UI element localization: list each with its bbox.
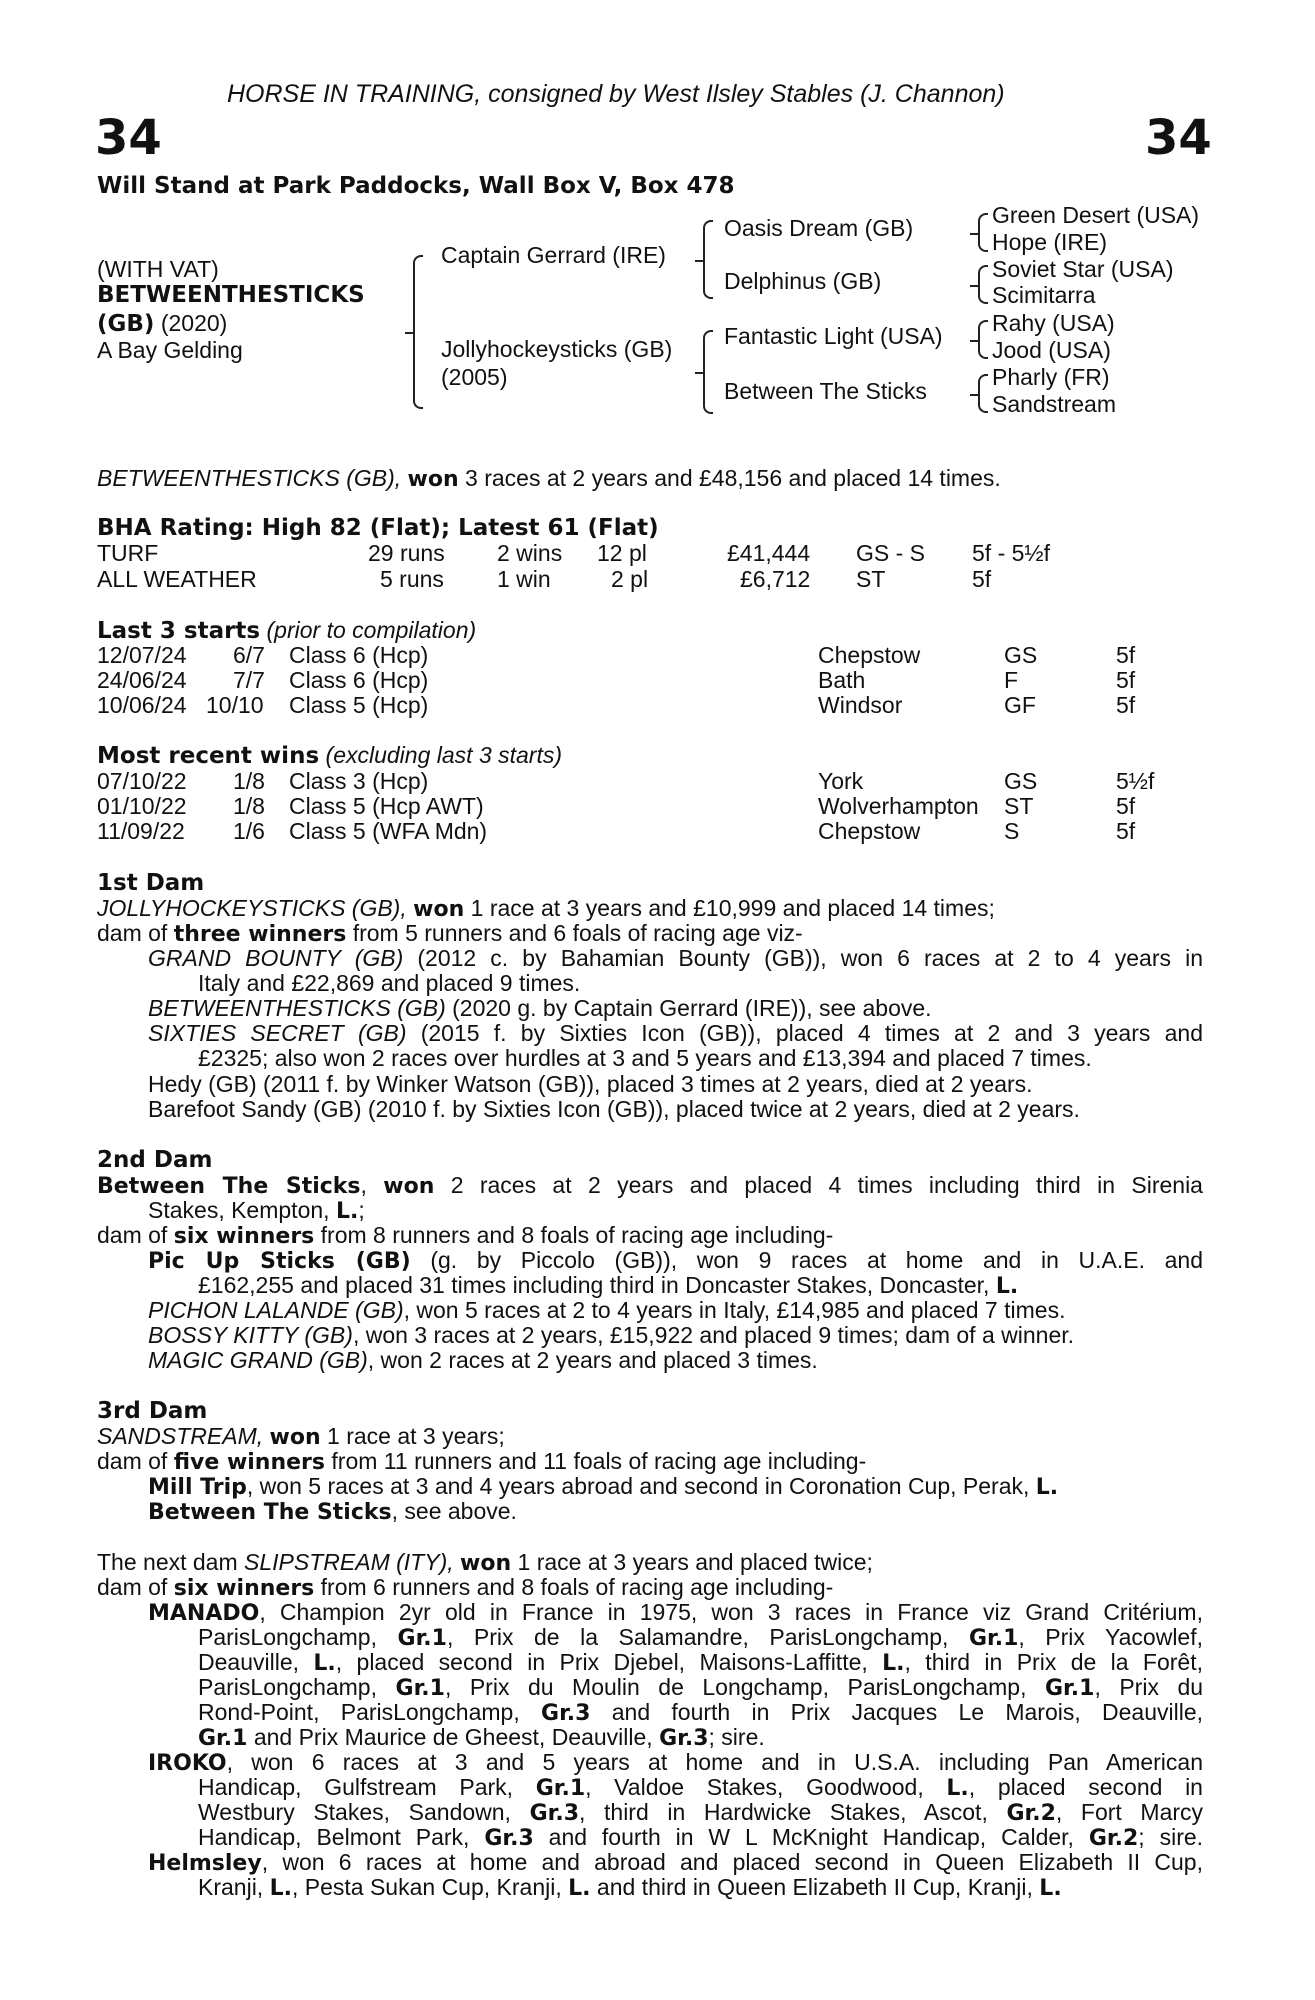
rating-runs: 29 runs xyxy=(368,540,445,566)
pedigree-brace-dam xyxy=(703,330,713,414)
progeny-record: , Prix du xyxy=(1094,1674,1204,1700)
dam1-progeny-1b: Italy and £22,869 and placed 9 times. xyxy=(198,970,581,996)
dam1-title: 1st Dam xyxy=(97,870,205,896)
vat-note: (WITH VAT) xyxy=(97,256,219,282)
progeny-name: PICHON LALANDE (GB) xyxy=(148,1297,404,1323)
manado-line1 xyxy=(148,1599,1203,1626)
recent-going: ST xyxy=(1004,793,1034,819)
race-summary xyxy=(97,465,1001,492)
group-mark: Gr.1 xyxy=(397,1626,447,1651)
rating-going: ST xyxy=(856,566,886,592)
rating-going: GS - S xyxy=(856,540,926,566)
dam2-progeny-3 xyxy=(148,1322,1074,1349)
group-mark: Gr.1 xyxy=(198,1726,248,1751)
progeny-record: Kranji, xyxy=(198,1874,264,1900)
sd-sire: Soviet Star (USA) xyxy=(992,256,1174,282)
sire-dam: Delphinus (GB) xyxy=(724,268,882,294)
listed-mark: L. xyxy=(995,1274,1019,1299)
progeny-name: BOSSY KITTY (GB) xyxy=(148,1322,353,1348)
dam-dam: Between The Sticks xyxy=(724,378,927,404)
progeny-record: , won 5 races at 2 to 4 years in Italy, £14,985 and placed 7 times. xyxy=(403,1297,1066,1323)
progeny-record: , third in Prix de la Forêt, xyxy=(904,1649,1203,1675)
listed-mark: L. xyxy=(568,1876,591,1901)
horse-description: A Bay Gelding xyxy=(97,337,243,363)
dam2-progeny-1 xyxy=(148,1247,1203,1274)
lot-number-left: 34 xyxy=(95,110,162,166)
iroko-line2 xyxy=(198,1774,1203,1801)
nextdam-label: The next dam xyxy=(97,1549,238,1575)
group-mark: Gr.3 xyxy=(659,1726,709,1751)
progeny-name: Pic Up Sticks (GB) xyxy=(148,1249,411,1274)
progeny-name: MANADO xyxy=(148,1601,260,1626)
rating-surface: TURF xyxy=(97,540,159,566)
dam2-semicolon: ; xyxy=(358,1197,365,1223)
group-mark: Gr.3 xyxy=(529,1801,580,1826)
dam2-title: 2nd Dam xyxy=(97,1147,213,1173)
listed-mark: L. xyxy=(335,1199,359,1224)
dam3-line1 xyxy=(97,1423,505,1450)
pedigree-brace-main xyxy=(413,255,423,409)
pedigree-brace-ss xyxy=(978,213,988,252)
rating-wins: 1 win xyxy=(497,566,551,592)
progeny-record: and Prix Maurice de Gheest, Deauville, xyxy=(253,1724,653,1750)
recent-pos: 1/8 xyxy=(233,793,265,819)
rating-wins: 2 wins xyxy=(497,540,563,566)
dam2-damof: dam of xyxy=(97,1222,168,1248)
progeny-record: , Pesta Sukan Cup, Kranji, xyxy=(291,1874,562,1900)
dd-sire: Pharly (FR) xyxy=(992,364,1110,390)
progeny-record: , Valdoe Stakes, Goodwood, xyxy=(585,1774,924,1800)
recent-heading xyxy=(97,742,562,769)
rating-surface: ALL WEATHER xyxy=(97,566,257,592)
horse-country-year xyxy=(97,310,227,337)
progeny-record: (2015 f. by Sixties Icon (GB)), placed 4 times at 2 and 3 years and xyxy=(420,1020,1203,1046)
ds-sire: Rahy (USA) xyxy=(992,310,1115,336)
recent-class: Class 5 (WFA Mdn) xyxy=(289,818,488,844)
rating-prize: £6,712 xyxy=(740,566,811,592)
listed-mark: L. xyxy=(882,1651,905,1676)
last3-going: F xyxy=(1004,667,1019,693)
sire: Captain Gerrard (IRE) xyxy=(441,242,666,268)
recent-date: 11/09/22 xyxy=(97,818,185,844)
progeny-name: MAGIC GRAND (GB) xyxy=(148,1347,368,1373)
last3-note: (prior to compilation) xyxy=(266,617,477,643)
progeny-record: , won 5 races at 3 and 4 years abroad and second in Coronation Cup, Perak, xyxy=(246,1473,1030,1499)
progeny-record: £162,255 and placed 31 times including third in Doncaster Stakes, Doncaster, xyxy=(198,1272,990,1298)
manado-line3 xyxy=(198,1649,1203,1676)
last3-course: Windsor xyxy=(818,692,903,718)
dam1-won: won xyxy=(413,897,465,922)
recent-course: Wolverhampton xyxy=(818,793,979,819)
manado-line4 xyxy=(198,1674,1203,1701)
last3-going: GS xyxy=(1004,642,1038,668)
dam3-title: 3rd Dam xyxy=(97,1398,208,1424)
dam3-progeny-1 xyxy=(148,1473,1058,1500)
rating-runs: 5 runs xyxy=(380,566,444,592)
progeny-record: , Fort Marcy xyxy=(1055,1799,1204,1825)
pedigree-brace-sire xyxy=(703,220,713,299)
last3-pos: 7/7 xyxy=(233,667,265,693)
progeny-record: ; sire. xyxy=(708,1724,765,1750)
summary-rest: 3 races at 2 years and £48,156 and placed 14 times. xyxy=(465,465,1001,491)
last3-course: Chepstow xyxy=(818,642,921,668)
progeny-record: , placed second in xyxy=(968,1774,1203,1800)
manado-line5 xyxy=(198,1699,1203,1726)
recent-class: Class 5 (Hcp AWT) xyxy=(289,793,484,819)
rating-dist: 5f - 5½f xyxy=(972,540,1050,566)
progeny-record: , Prix de la Salamandre, ParisLongchamp, xyxy=(446,1624,949,1650)
recent-going: GS xyxy=(1004,768,1038,794)
last3-going: GF xyxy=(1004,692,1036,718)
progeny-record: , Prix du Moulin de Longchamp, ParisLongchamp, xyxy=(444,1674,1027,1700)
bha-rating-title: BHA Rating: High 82 (Flat); Latest 61 (Flat) xyxy=(97,515,659,541)
pedigree-brace-dd xyxy=(978,374,988,413)
dam2-line1b xyxy=(148,1197,365,1224)
progeny-record: Handicap, Belmont Park, xyxy=(198,1824,470,1850)
last3-course: Bath xyxy=(818,667,866,693)
last3-class: Class 5 (Hcp) xyxy=(289,692,429,718)
dam3-line2 xyxy=(97,1448,866,1475)
dam3-winners: five winners xyxy=(173,1450,326,1475)
recent-pos: 1/8 xyxy=(233,768,265,794)
dam2-name: Between The Sticks xyxy=(97,1174,361,1199)
dam1-progeny-3 xyxy=(148,1020,1203,1047)
listed-mark: L. xyxy=(1039,1876,1062,1901)
progeny-record: and fourth in Prix Jacques Le Marois, Deauville, xyxy=(611,1699,1204,1725)
dam1-damof: dam of xyxy=(97,920,168,946)
listed-mark: L. xyxy=(313,1651,336,1676)
recent-pos: 1/6 xyxy=(233,818,265,844)
listed-mark: L. xyxy=(946,1776,969,1801)
listed-mark: L. xyxy=(269,1876,292,1901)
dam2-winners: six winners xyxy=(173,1224,315,1249)
consignment-header: HORSE IN TRAINING, consigned by West Ilsley Stables (J. Channon) xyxy=(227,80,1005,108)
sire-sire: Oasis Dream (GB) xyxy=(724,215,914,241)
group-mark: Gr.3 xyxy=(541,1701,591,1726)
nextdam-line2 xyxy=(97,1574,833,1601)
nextdam-won: won xyxy=(460,1551,512,1576)
progeny-record: ParisLongchamp, xyxy=(198,1624,377,1650)
group-mark: Gr.1 xyxy=(1045,1676,1095,1701)
dam-sire: Fantastic Light (USA) xyxy=(724,323,943,349)
recent-note: (excluding last 3 starts) xyxy=(325,742,563,768)
dam1-winners: three winners xyxy=(173,922,347,947)
progeny-name: Helmsley xyxy=(148,1851,262,1876)
progeny-record: (2020 g. by Captain Gerrard (IRE)), see above. xyxy=(452,995,932,1021)
recent-title: Most recent wins xyxy=(97,743,320,769)
nextdam-rest: 1 race at 3 years and placed twice; xyxy=(517,1549,873,1575)
horse-country: (GB) xyxy=(97,311,155,337)
group-mark: Gr.2 xyxy=(1088,1826,1139,1851)
dam2-race: Stakes, Kempton, xyxy=(148,1197,330,1223)
dam2-line2 xyxy=(97,1222,833,1249)
dam1-progeny-3b: £2325; also won 2 races over hurdles at 3 and 5 years and £13,394 and placed 7 times. xyxy=(198,1045,1092,1071)
dam-year: (2005) xyxy=(441,364,508,390)
listed-mark: L. xyxy=(1035,1475,1059,1500)
dam1-name: JOLLYHOCKEYSTICKS (GB), xyxy=(97,895,407,921)
helmsley-line1 xyxy=(148,1849,1203,1876)
progeny-record: and third in Queen Elizabeth II Cup, Kranji, xyxy=(596,1874,1033,1900)
dam3-won: won xyxy=(269,1425,321,1450)
recent-going: S xyxy=(1004,818,1020,844)
last3-date: 10/06/24 xyxy=(97,692,187,718)
dam2-rest: 2 races at 2 years and placed 4 times including third in Sirenia xyxy=(450,1172,1203,1198)
recent-course: York xyxy=(818,768,864,794)
recent-class: Class 3 (Hcp) xyxy=(289,768,429,794)
dam2-comma: , xyxy=(360,1172,367,1198)
sd-dam: Scimitarra xyxy=(992,282,1096,308)
lot-number-right: 34 xyxy=(1145,110,1212,166)
dam1-foals: from 5 runners and 6 foals of racing age viz- xyxy=(352,920,803,946)
summary-name: BETWEENTHESTICKS (GB), xyxy=(97,465,402,491)
recent-date: 07/10/22 xyxy=(97,768,187,794)
nextdam-winners: six winners xyxy=(173,1576,315,1601)
ss-dam: Hope (IRE) xyxy=(992,229,1108,255)
last3-date: 24/06/24 xyxy=(97,667,187,693)
last3-heading xyxy=(97,617,476,644)
summary-won: won xyxy=(407,467,459,492)
iroko-line3 xyxy=(198,1799,1203,1826)
dam3-foals: from 11 runners and 11 foals of racing age including- xyxy=(331,1448,867,1474)
recent-date: 01/10/22 xyxy=(97,793,187,819)
recent-dist: 5½f xyxy=(1116,768,1155,794)
dam1-progeny-1 xyxy=(148,945,1203,972)
last3-date: 12/07/24 xyxy=(97,642,187,668)
rating-pl: 2 pl xyxy=(611,566,649,592)
progeny-record: (g. by Piccolo (GB)), won 9 races at home and in U.A.E. and xyxy=(430,1247,1203,1273)
progeny-record: and fourth in W L McKnight Handicap, Calder, xyxy=(548,1824,1074,1850)
helmsley-line2 xyxy=(198,1874,1062,1901)
iroko-line4 xyxy=(198,1824,1203,1851)
last3-dist: 5f xyxy=(1116,642,1136,668)
nextdam-name: SLIPSTREAM (ITY), xyxy=(244,1549,454,1575)
last3-class: Class 6 (Hcp) xyxy=(289,667,429,693)
progeny-record: , see above. xyxy=(391,1498,517,1524)
dam2-line1 xyxy=(97,1172,1203,1199)
progeny-record: , won 6 races at home and abroad and placed second in Queen Elizabeth II Cup, xyxy=(261,1849,1203,1875)
progeny-record: , won 6 races at 3 and 5 years at home and in U.S.A. including Pan American xyxy=(226,1749,1203,1775)
recent-dist: 5f xyxy=(1116,818,1136,844)
rating-pl: 12 pl xyxy=(597,540,647,566)
progeny-name: SIXTIES SECRET (GB) xyxy=(148,1020,407,1046)
group-mark: Gr.3 xyxy=(484,1826,534,1851)
dam2-progeny-4 xyxy=(148,1347,818,1374)
last3-pos: 10/10 xyxy=(206,692,264,718)
iroko-line1 xyxy=(148,1749,1203,1776)
dam3-rest: 1 race at 3 years; xyxy=(327,1423,505,1449)
manado-line2 xyxy=(198,1624,1203,1651)
progeny-record: , Prix Yacowlef, xyxy=(1018,1624,1203,1650)
progeny-record: Deauville, xyxy=(198,1649,299,1675)
dam: Jollyhockeysticks (GB) xyxy=(441,336,673,362)
nextdam-foals: from 6 runners and 8 foals of racing age including- xyxy=(320,1574,834,1600)
progeny-record: ParisLongchamp, xyxy=(198,1674,377,1700)
dam2-progeny-2 xyxy=(148,1297,1065,1324)
dam1-line2 xyxy=(97,920,803,947)
horse-year: (2020) xyxy=(160,310,228,336)
progeny-record: , won 2 races at 2 years and placed 3 times. xyxy=(367,1347,818,1373)
dam1-progeny-2 xyxy=(148,995,932,1022)
progeny-record: Handicap, Gulfstream Park, xyxy=(198,1774,514,1800)
dam1-progeny-5: Barefoot Sandy (GB) (2010 f. by Sixties Icon (GB)), placed twice at 2 years, died at 2 years. xyxy=(148,1096,1080,1122)
horse-name: BETWEENTHESTICKS xyxy=(97,282,365,308)
progeny-name: IROKO xyxy=(148,1751,227,1776)
progeny-name: GRAND BOUNTY (GB) xyxy=(148,945,404,971)
progeny-name: BETWEENTHESTICKS (GB) xyxy=(148,995,446,1021)
last3-dist: 5f xyxy=(1116,667,1136,693)
stand-location: Will Stand at Park Paddocks, Wall Box V, Box 478 xyxy=(97,173,735,199)
progeny-record: Rond-Point, ParisLongchamp, xyxy=(198,1699,520,1725)
dam3-progeny-2 xyxy=(148,1498,517,1525)
dam1-rest: 1 race at 3 years and £10,999 and placed 14 times; xyxy=(470,895,995,921)
dd-dam: Sandstream xyxy=(992,391,1117,417)
ds-dam: Jood (USA) xyxy=(992,337,1111,363)
manado-line6 xyxy=(198,1724,765,1751)
progeny-record: , placed second in Prix Djebel, Maisons-Laffitte, xyxy=(335,1649,868,1675)
group-mark: Gr.1 xyxy=(535,1776,586,1801)
ss-sire: Green Desert (USA) xyxy=(992,202,1200,228)
last3-dist: 5f xyxy=(1116,692,1136,718)
nextdam-damof: dam of xyxy=(97,1574,168,1600)
rating-dist: 5f xyxy=(972,566,992,592)
nextdam-line1 xyxy=(97,1549,873,1576)
pedigree-brace-sd xyxy=(978,265,988,304)
progeny-record: , won 3 races at 2 years, £15,922 and placed 9 times; dam of a winner. xyxy=(352,1322,1075,1348)
dam3-name: SANDSTREAM, xyxy=(97,1423,264,1449)
rating-prize: £41,444 xyxy=(727,540,811,566)
progeny-record: ; sire. xyxy=(1138,1824,1204,1850)
progeny-record: (2012 c. by Bahamian Bounty (GB)), won 6 races at 2 to 4 years in xyxy=(417,945,1203,971)
progeny-record: , third in Hardwicke Stakes, Ascot, xyxy=(579,1799,988,1825)
dam2-progeny-1b xyxy=(198,1272,1018,1299)
recent-course: Chepstow xyxy=(818,818,921,844)
dam2-foals: from 8 runners and 8 foals of racing age including- xyxy=(320,1222,834,1248)
dam1-line1 xyxy=(97,895,995,922)
group-mark: Gr.2 xyxy=(1006,1801,1056,1826)
recent-dist: 5f xyxy=(1116,793,1136,819)
last3-pos: 6/7 xyxy=(233,642,265,668)
dam3-damof: dam of xyxy=(97,1448,168,1474)
progeny-name: Between The Sticks xyxy=(148,1500,392,1525)
dam2-won: won xyxy=(383,1174,435,1199)
group-mark: Gr.1 xyxy=(395,1676,445,1701)
last3-title: Last 3 starts xyxy=(97,618,261,644)
group-mark: Gr.1 xyxy=(968,1626,1019,1651)
progeny-record: Westbury Stakes, Sandown, xyxy=(198,1799,511,1825)
last3-class: Class 6 (Hcp) xyxy=(289,642,429,668)
progeny-name: Mill Trip xyxy=(148,1475,247,1500)
progeny-record: , Champion 2yr old in France in 1975, won 3 races in France viz Grand Critérium, xyxy=(259,1599,1203,1625)
dam1-progeny-4: Hedy (GB) (2011 f. by Winker Watson (GB)), placed 3 times at 2 years, died at 2 years. xyxy=(148,1071,1033,1097)
pedigree-brace-ds xyxy=(978,320,988,359)
